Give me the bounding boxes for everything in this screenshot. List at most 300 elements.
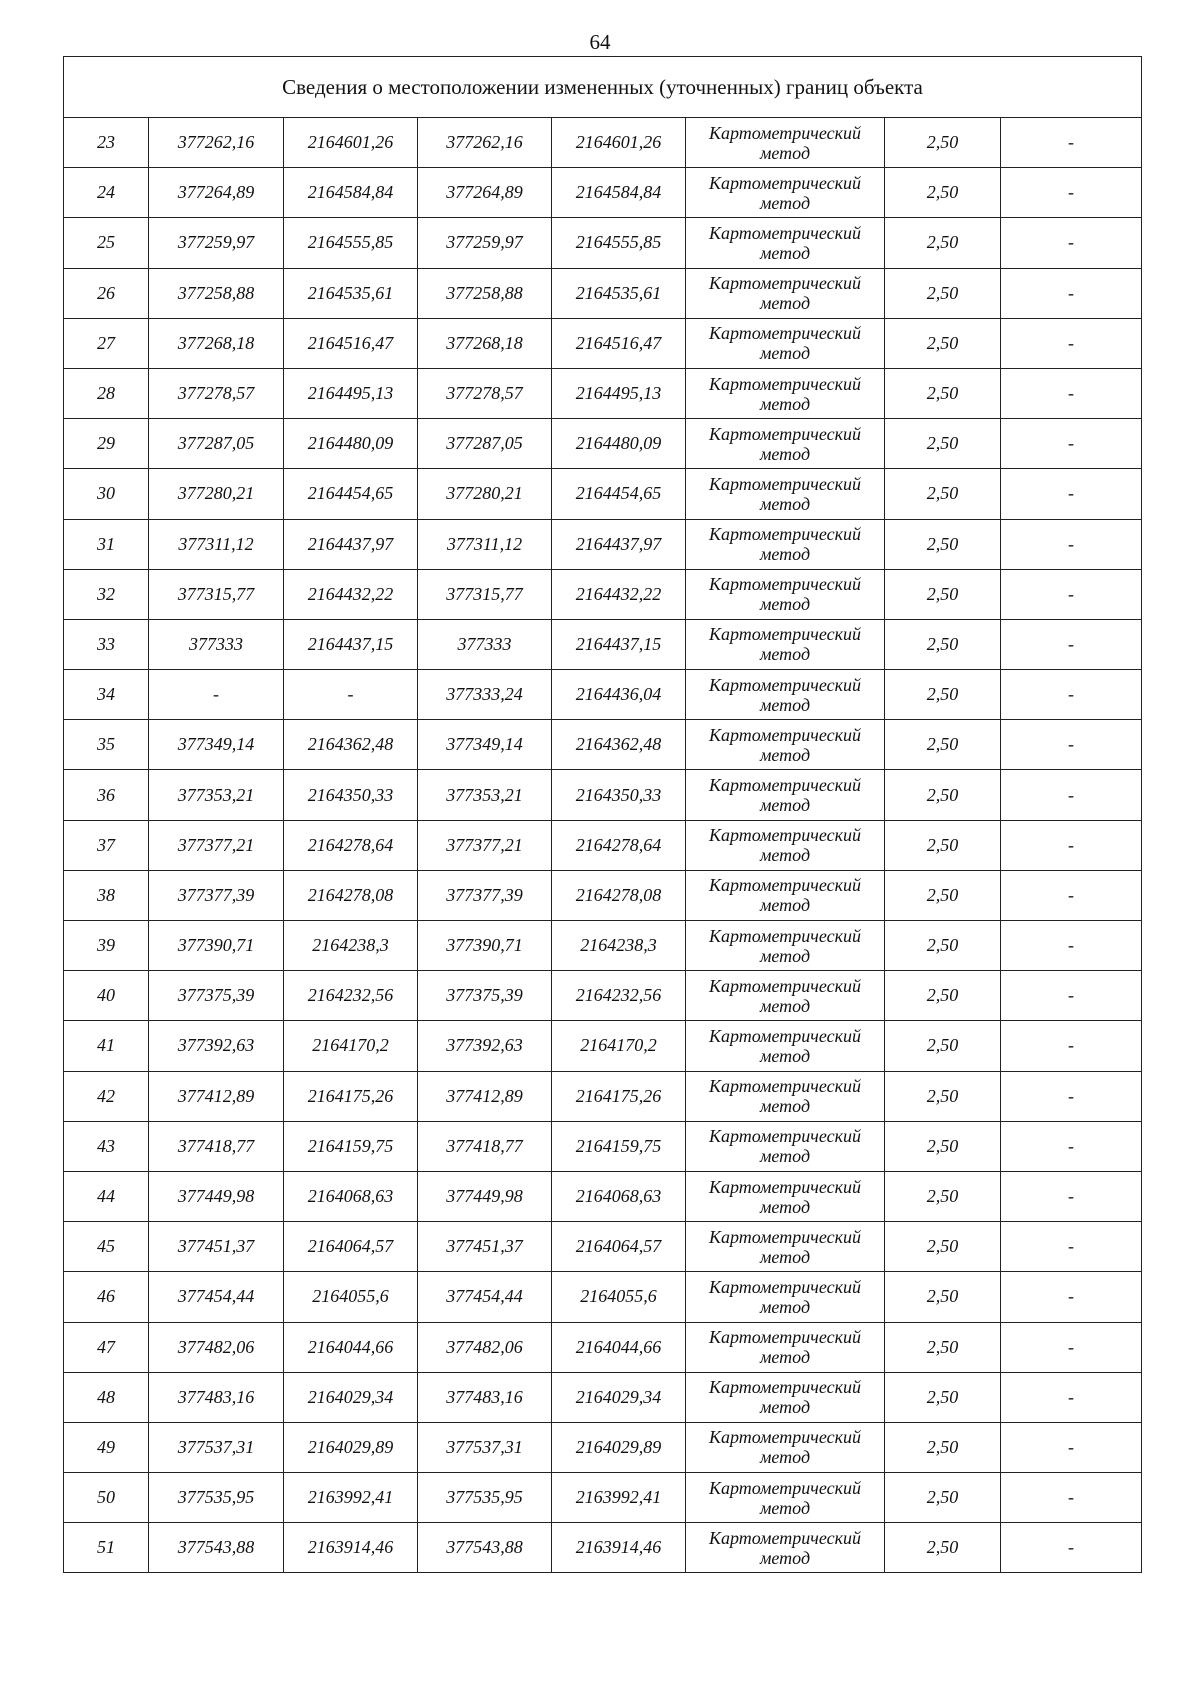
note-cell: - xyxy=(1001,1222,1142,1272)
note-cell: - xyxy=(1001,118,1142,168)
table-row xyxy=(64,519,1142,569)
point-number-cell: 40 xyxy=(64,971,149,1021)
existing-x-cell: 377483,16 xyxy=(149,1372,284,1422)
refined-x-cell: 377287,05 xyxy=(418,419,552,469)
existing-y-cell: 2164029,34 xyxy=(284,1372,418,1422)
refined-y-cell: 2164029,34 xyxy=(552,1372,686,1422)
table-row xyxy=(64,368,1142,418)
existing-x-cell: 377412,89 xyxy=(149,1071,284,1121)
accuracy-cell: 2,50 xyxy=(885,820,1001,870)
method-label-suffix: метод xyxy=(759,744,811,765)
method-cell xyxy=(686,1121,885,1171)
note-cell: - xyxy=(1001,1021,1142,1071)
method-label-suffix: метод xyxy=(759,343,811,364)
refined-x-cell: 377311,12 xyxy=(418,519,552,569)
refined-y-cell: 2164278,64 xyxy=(552,820,686,870)
accuracy-cell: 2,50 xyxy=(885,1171,1001,1221)
note-cell: - xyxy=(1001,168,1142,218)
existing-y-cell: 2164068,63 xyxy=(284,1171,418,1221)
method-label: Картометрический xyxy=(708,825,861,846)
method-label-suffix: метод xyxy=(759,293,811,314)
existing-y-cell: 2164238,3 xyxy=(284,921,418,971)
existing-y-cell: 2164516,47 xyxy=(284,318,418,368)
method-label: Картометрический xyxy=(708,1126,861,1147)
point-number-cell: 44 xyxy=(64,1171,149,1221)
existing-y-cell: 2164535,61 xyxy=(284,268,418,318)
existing-y-cell: 2164064,57 xyxy=(284,1222,418,1272)
method-label: Картометрический xyxy=(708,122,861,143)
point-number-cell: 25 xyxy=(64,218,149,268)
refined-x-cell: 377333,24 xyxy=(418,670,552,720)
method-cell xyxy=(686,670,885,720)
point-number-cell: 29 xyxy=(64,419,149,469)
method-label: Картометрический xyxy=(708,624,861,645)
refined-x-cell: 377483,16 xyxy=(418,1372,552,1422)
table-row xyxy=(64,670,1142,720)
existing-x-cell: 377262,16 xyxy=(149,118,284,168)
refined-x-cell: 377418,77 xyxy=(418,1121,552,1171)
method-label: Картометрический xyxy=(708,1176,861,1197)
method-cell xyxy=(686,569,885,619)
existing-x-cell: 377259,97 xyxy=(149,218,284,268)
point-number-cell: 42 xyxy=(64,1071,149,1121)
existing-x-cell: 377377,39 xyxy=(149,870,284,920)
refined-y-cell: 2164436,04 xyxy=(552,670,686,720)
method-cell xyxy=(686,519,885,569)
note-cell: - xyxy=(1001,1121,1142,1171)
method-cell xyxy=(686,1473,885,1523)
table-row xyxy=(64,720,1142,770)
point-number-cell: 35 xyxy=(64,720,149,770)
method-label-suffix: метод xyxy=(759,945,811,966)
refined-y-cell: 2164055,6 xyxy=(552,1272,686,1322)
method-label: Картометрический xyxy=(708,172,861,193)
accuracy-cell: 2,50 xyxy=(885,1071,1001,1121)
table-row xyxy=(64,820,1142,870)
refined-y-cell: 2164555,85 xyxy=(552,218,686,268)
method-label-suffix: метод xyxy=(759,493,811,514)
point-number-cell: 32 xyxy=(64,569,149,619)
note-cell: - xyxy=(1001,820,1142,870)
note-cell: - xyxy=(1001,720,1142,770)
table-row xyxy=(64,268,1142,318)
method-label: Картометрический xyxy=(708,875,861,896)
existing-y-cell: 2163992,41 xyxy=(284,1473,418,1523)
existing-y-cell: 2164055,6 xyxy=(284,1272,418,1322)
existing-y-cell: 2164555,85 xyxy=(284,218,418,268)
accuracy-cell: 2,50 xyxy=(885,619,1001,669)
existing-y-cell: 2164584,84 xyxy=(284,168,418,218)
table-row xyxy=(64,1272,1142,1322)
existing-y-cell: 2164044,66 xyxy=(284,1322,418,1372)
existing-x-cell: 377353,21 xyxy=(149,770,284,820)
method-cell xyxy=(686,1322,885,1372)
method-label-suffix: метод xyxy=(759,1246,811,1267)
point-number-cell: 30 xyxy=(64,469,149,519)
method-label: Картометрический xyxy=(708,273,861,294)
note-cell: - xyxy=(1001,670,1142,720)
refined-y-cell: 2164029,89 xyxy=(552,1422,686,1472)
refined-x-cell: 377535,95 xyxy=(418,1473,552,1523)
method-label-suffix: метод xyxy=(759,1397,811,1418)
refined-x-cell: 377482,06 xyxy=(418,1322,552,1372)
refined-x-cell: 377392,63 xyxy=(418,1021,552,1071)
note-cell: - xyxy=(1001,921,1142,971)
existing-x-cell: 377454,44 xyxy=(149,1272,284,1322)
existing-x-cell: 377264,89 xyxy=(149,168,284,218)
table-row xyxy=(64,1473,1142,1523)
method-cell xyxy=(686,870,885,920)
existing-x-cell: 377268,18 xyxy=(149,318,284,368)
existing-y-cell: 2164362,48 xyxy=(284,720,418,770)
method-cell xyxy=(686,1372,885,1422)
table-row xyxy=(64,1422,1142,1472)
method-cell xyxy=(686,921,885,971)
table-row xyxy=(64,1071,1142,1121)
method-label: Картометрический xyxy=(708,1527,861,1548)
method-label-suffix: метод xyxy=(759,1045,811,1066)
existing-x-cell: 377418,77 xyxy=(149,1121,284,1171)
method-cell xyxy=(686,1021,885,1071)
point-number-cell: 31 xyxy=(64,519,149,569)
point-number-cell: 49 xyxy=(64,1422,149,1472)
method-cell xyxy=(686,218,885,268)
table-row xyxy=(64,619,1142,669)
table-caption: Сведения о местоположении измененных (уточненных) границ объекта xyxy=(64,57,1142,118)
accuracy-cell: 2,50 xyxy=(885,469,1001,519)
refined-x-cell: 377449,98 xyxy=(418,1171,552,1221)
refined-x-cell: 377353,21 xyxy=(418,770,552,820)
refined-y-cell: 2164480,09 xyxy=(552,419,686,469)
refined-y-cell: 2164432,22 xyxy=(552,569,686,619)
refined-y-cell: 2164170,2 xyxy=(552,1021,686,1071)
refined-x-cell: 377375,39 xyxy=(418,971,552,1021)
refined-x-cell: 377537,31 xyxy=(418,1422,552,1472)
table-row xyxy=(64,971,1142,1021)
existing-x-cell: 377333 xyxy=(149,619,284,669)
method-label-suffix: метод xyxy=(759,1447,811,1468)
refined-y-cell: 2164068,63 xyxy=(552,1171,686,1221)
existing-y-cell: 2164278,08 xyxy=(284,870,418,920)
accuracy-cell: 2,50 xyxy=(885,569,1001,619)
existing-y-cell: 2163914,46 xyxy=(284,1523,418,1573)
method-label: Картометрический xyxy=(708,323,861,344)
existing-x-cell: 377392,63 xyxy=(149,1021,284,1071)
table-row xyxy=(64,469,1142,519)
refined-x-cell: 377412,89 xyxy=(418,1071,552,1121)
refined-y-cell: 2164362,48 xyxy=(552,720,686,770)
method-label-suffix: метод xyxy=(759,192,811,213)
method-label-suffix: метод xyxy=(759,995,811,1016)
accuracy-cell: 2,50 xyxy=(885,318,1001,368)
method-label-suffix: метод xyxy=(759,544,811,565)
table-row xyxy=(64,118,1142,168)
accuracy-cell: 2,50 xyxy=(885,168,1001,218)
refined-x-cell: 377262,16 xyxy=(418,118,552,168)
method-label: Картометрический xyxy=(708,975,861,996)
accuracy-cell: 2,50 xyxy=(885,519,1001,569)
refined-y-cell: 2164175,26 xyxy=(552,1071,686,1121)
accuracy-cell: 2,50 xyxy=(885,268,1001,318)
table-row xyxy=(64,168,1142,218)
accuracy-cell: 2,50 xyxy=(885,971,1001,1021)
method-cell xyxy=(686,1272,885,1322)
existing-x-cell: 377315,77 xyxy=(149,569,284,619)
refined-y-cell: 2163992,41 xyxy=(552,1473,686,1523)
method-label-suffix: метод xyxy=(759,242,811,263)
accuracy-cell: 2,50 xyxy=(885,921,1001,971)
table-row xyxy=(64,1523,1142,1573)
method-label: Картометрический xyxy=(708,1327,861,1348)
accuracy-cell: 2,50 xyxy=(885,1523,1001,1573)
existing-y-cell: 2164601,26 xyxy=(284,118,418,168)
accuracy-cell: 2,50 xyxy=(885,1272,1001,1322)
accuracy-cell: 2,50 xyxy=(885,720,1001,770)
accuracy-cell: 2,50 xyxy=(885,1222,1001,1272)
method-label-suffix: метод xyxy=(759,1096,811,1117)
refined-x-cell: 377543,88 xyxy=(418,1523,552,1573)
point-number-cell: 41 xyxy=(64,1021,149,1071)
point-number-cell: 38 xyxy=(64,870,149,920)
method-label-suffix: метод xyxy=(759,1296,811,1317)
method-label: Картометрический xyxy=(708,1477,861,1498)
refined-x-cell: 377349,14 xyxy=(418,720,552,770)
table-body xyxy=(64,118,1142,1573)
refined-y-cell: 2163914,46 xyxy=(552,1523,686,1573)
existing-x-cell: 377258,88 xyxy=(149,268,284,318)
method-cell xyxy=(686,419,885,469)
existing-x-cell: 377390,71 xyxy=(149,921,284,971)
method-cell xyxy=(686,1523,885,1573)
refined-y-cell: 2164584,84 xyxy=(552,168,686,218)
method-label: Картометрический xyxy=(708,222,861,243)
existing-y-cell: 2164350,33 xyxy=(284,770,418,820)
method-label: Картометрический xyxy=(708,724,861,745)
existing-x-cell: 377349,14 xyxy=(149,720,284,770)
existing-y-cell: 2164159,75 xyxy=(284,1121,418,1171)
note-cell: - xyxy=(1001,1171,1142,1221)
point-number-cell: 24 xyxy=(64,168,149,218)
accuracy-cell: 2,50 xyxy=(885,368,1001,418)
refined-x-cell: 377278,57 xyxy=(418,368,552,418)
note-cell: - xyxy=(1001,318,1142,368)
refined-y-cell: 2164350,33 xyxy=(552,770,686,820)
note-cell: - xyxy=(1001,770,1142,820)
refined-y-cell: 2164437,97 xyxy=(552,519,686,569)
point-number-cell: 37 xyxy=(64,820,149,870)
table-row xyxy=(64,921,1142,971)
method-cell xyxy=(686,619,885,669)
table-row xyxy=(64,318,1142,368)
method-label-suffix: метод xyxy=(759,142,811,163)
method-label-suffix: метод xyxy=(759,1196,811,1217)
table-row xyxy=(64,569,1142,619)
accuracy-cell: 2,50 xyxy=(885,118,1001,168)
refined-y-cell: 2164044,66 xyxy=(552,1322,686,1372)
method-label: Картометрический xyxy=(708,574,861,595)
table-row xyxy=(64,1171,1142,1221)
table-row xyxy=(64,1222,1142,1272)
existing-x-cell: 377375,39 xyxy=(149,971,284,1021)
method-label: Картометрический xyxy=(708,524,861,545)
note-cell: - xyxy=(1001,619,1142,669)
point-number-cell: 47 xyxy=(64,1322,149,1372)
accuracy-cell: 2,50 xyxy=(885,870,1001,920)
method-cell xyxy=(686,268,885,318)
method-label: Картометрический xyxy=(708,373,861,394)
point-number-cell: 34 xyxy=(64,670,149,720)
existing-y-cell: 2164232,56 xyxy=(284,971,418,1021)
accuracy-cell: 2,50 xyxy=(885,1422,1001,1472)
refined-y-cell: 2164454,65 xyxy=(552,469,686,519)
point-number-cell: 46 xyxy=(64,1272,149,1322)
method-cell xyxy=(686,1071,885,1121)
method-cell xyxy=(686,820,885,870)
note-cell: - xyxy=(1001,1523,1142,1573)
method-label: Картометрический xyxy=(708,473,861,494)
method-cell xyxy=(686,720,885,770)
existing-x-cell: 377451,37 xyxy=(149,1222,284,1272)
existing-y-cell: 2164480,09 xyxy=(284,419,418,469)
existing-y-cell: 2164437,15 xyxy=(284,619,418,669)
table-row xyxy=(64,419,1142,469)
table-row xyxy=(64,218,1142,268)
table-row xyxy=(64,1372,1142,1422)
method-label: Картометрический xyxy=(708,1427,861,1448)
method-label-suffix: метод xyxy=(759,393,811,414)
method-label: Картометрический xyxy=(708,1025,861,1046)
refined-x-cell: 377280,21 xyxy=(418,469,552,519)
existing-x-cell: 377543,88 xyxy=(149,1523,284,1573)
note-cell: - xyxy=(1001,368,1142,418)
accuracy-cell: 2,50 xyxy=(885,419,1001,469)
method-label-suffix: метод xyxy=(759,443,811,464)
method-label-suffix: метод xyxy=(759,594,811,615)
refined-y-cell: 2164601,26 xyxy=(552,118,686,168)
existing-y-cell: 2164495,13 xyxy=(284,368,418,418)
refined-x-cell: 377259,97 xyxy=(418,218,552,268)
method-label: Картометрический xyxy=(708,1076,861,1097)
accuracy-cell: 2,50 xyxy=(885,1473,1001,1523)
existing-y-cell: 2164278,64 xyxy=(284,820,418,870)
accuracy-cell: 2,50 xyxy=(885,770,1001,820)
existing-x-cell: 377377,21 xyxy=(149,820,284,870)
existing-y-cell: 2164029,89 xyxy=(284,1422,418,1472)
refined-y-cell: 2164278,08 xyxy=(552,870,686,920)
existing-x-cell: 377449,98 xyxy=(149,1171,284,1221)
method-label-suffix: метод xyxy=(759,694,811,715)
table-row xyxy=(64,770,1142,820)
method-label-suffix: метод xyxy=(759,1347,811,1368)
existing-y-cell: 2164454,65 xyxy=(284,469,418,519)
note-cell: - xyxy=(1001,1422,1142,1472)
accuracy-cell: 2,50 xyxy=(885,670,1001,720)
method-label: Картометрический xyxy=(708,1377,861,1398)
method-label-suffix: метод xyxy=(759,1146,811,1167)
method-cell xyxy=(686,770,885,820)
method-cell xyxy=(686,368,885,418)
point-number-cell: 33 xyxy=(64,619,149,669)
note-cell: - xyxy=(1001,1473,1142,1523)
boundary-coordinates-table xyxy=(63,56,1142,1573)
method-label-suffix: метод xyxy=(759,795,811,816)
refined-y-cell: 2164238,3 xyxy=(552,921,686,971)
method-label-suffix: метод xyxy=(759,1497,811,1518)
note-cell: - xyxy=(1001,1272,1142,1322)
refined-y-cell: 2164495,13 xyxy=(552,368,686,418)
method-label: Картометрический xyxy=(708,674,861,695)
accuracy-cell: 2,50 xyxy=(885,1121,1001,1171)
refined-x-cell: 377315,77 xyxy=(418,569,552,619)
method-label-suffix: метод xyxy=(759,845,811,866)
method-label: Картометрический xyxy=(708,423,861,444)
accuracy-cell: 2,50 xyxy=(885,218,1001,268)
refined-y-cell: 2164064,57 xyxy=(552,1222,686,1272)
point-number-cell: 48 xyxy=(64,1372,149,1422)
table-row xyxy=(64,1021,1142,1071)
point-number-cell: 36 xyxy=(64,770,149,820)
method-label-suffix: метод xyxy=(759,1547,811,1568)
refined-x-cell: 377268,18 xyxy=(418,318,552,368)
refined-x-cell: 377454,44 xyxy=(418,1272,552,1322)
existing-y-cell: 2164175,26 xyxy=(284,1071,418,1121)
table-row xyxy=(64,870,1142,920)
existing-x-cell: 377537,31 xyxy=(149,1422,284,1472)
note-cell: - xyxy=(1001,419,1142,469)
method-label: Картометрический xyxy=(708,1226,861,1247)
refined-x-cell: 377451,37 xyxy=(418,1222,552,1272)
method-cell xyxy=(686,469,885,519)
refined-x-cell: 377390,71 xyxy=(418,921,552,971)
accuracy-cell: 2,50 xyxy=(885,1372,1001,1422)
existing-y-cell: 2164432,22 xyxy=(284,569,418,619)
refined-x-cell: 377333 xyxy=(418,619,552,669)
page-number: 64 xyxy=(589,30,611,54)
existing-y-cell: 2164170,2 xyxy=(284,1021,418,1071)
refined-y-cell: 2164232,56 xyxy=(552,971,686,1021)
note-cell: - xyxy=(1001,218,1142,268)
refined-x-cell: 377264,89 xyxy=(418,168,552,218)
existing-x-cell: 377287,05 xyxy=(149,419,284,469)
table-row xyxy=(64,1322,1142,1372)
existing-x-cell: 377280,21 xyxy=(149,469,284,519)
refined-y-cell: 2164535,61 xyxy=(552,268,686,318)
note-cell: - xyxy=(1001,469,1142,519)
method-cell xyxy=(686,1171,885,1221)
point-number-cell: 28 xyxy=(64,368,149,418)
note-cell: - xyxy=(1001,519,1142,569)
note-cell: - xyxy=(1001,268,1142,318)
refined-x-cell: 377377,21 xyxy=(418,820,552,870)
method-cell xyxy=(686,971,885,1021)
refined-x-cell: 377377,39 xyxy=(418,870,552,920)
existing-x-cell: - xyxy=(149,670,284,720)
point-number-cell: 50 xyxy=(64,1473,149,1523)
accuracy-cell: 2,50 xyxy=(885,1322,1001,1372)
note-cell: - xyxy=(1001,569,1142,619)
refined-y-cell: 2164437,15 xyxy=(552,619,686,669)
method-label-suffix: метод xyxy=(759,644,811,665)
note-cell: - xyxy=(1001,870,1142,920)
note-cell: - xyxy=(1001,971,1142,1021)
note-cell: - xyxy=(1001,1322,1142,1372)
refined-y-cell: 2164159,75 xyxy=(552,1121,686,1171)
existing-y-cell: - xyxy=(284,670,418,720)
table-row xyxy=(64,1121,1142,1171)
existing-x-cell: 377482,06 xyxy=(149,1322,284,1372)
point-number-cell: 51 xyxy=(64,1523,149,1573)
method-cell xyxy=(686,1222,885,1272)
